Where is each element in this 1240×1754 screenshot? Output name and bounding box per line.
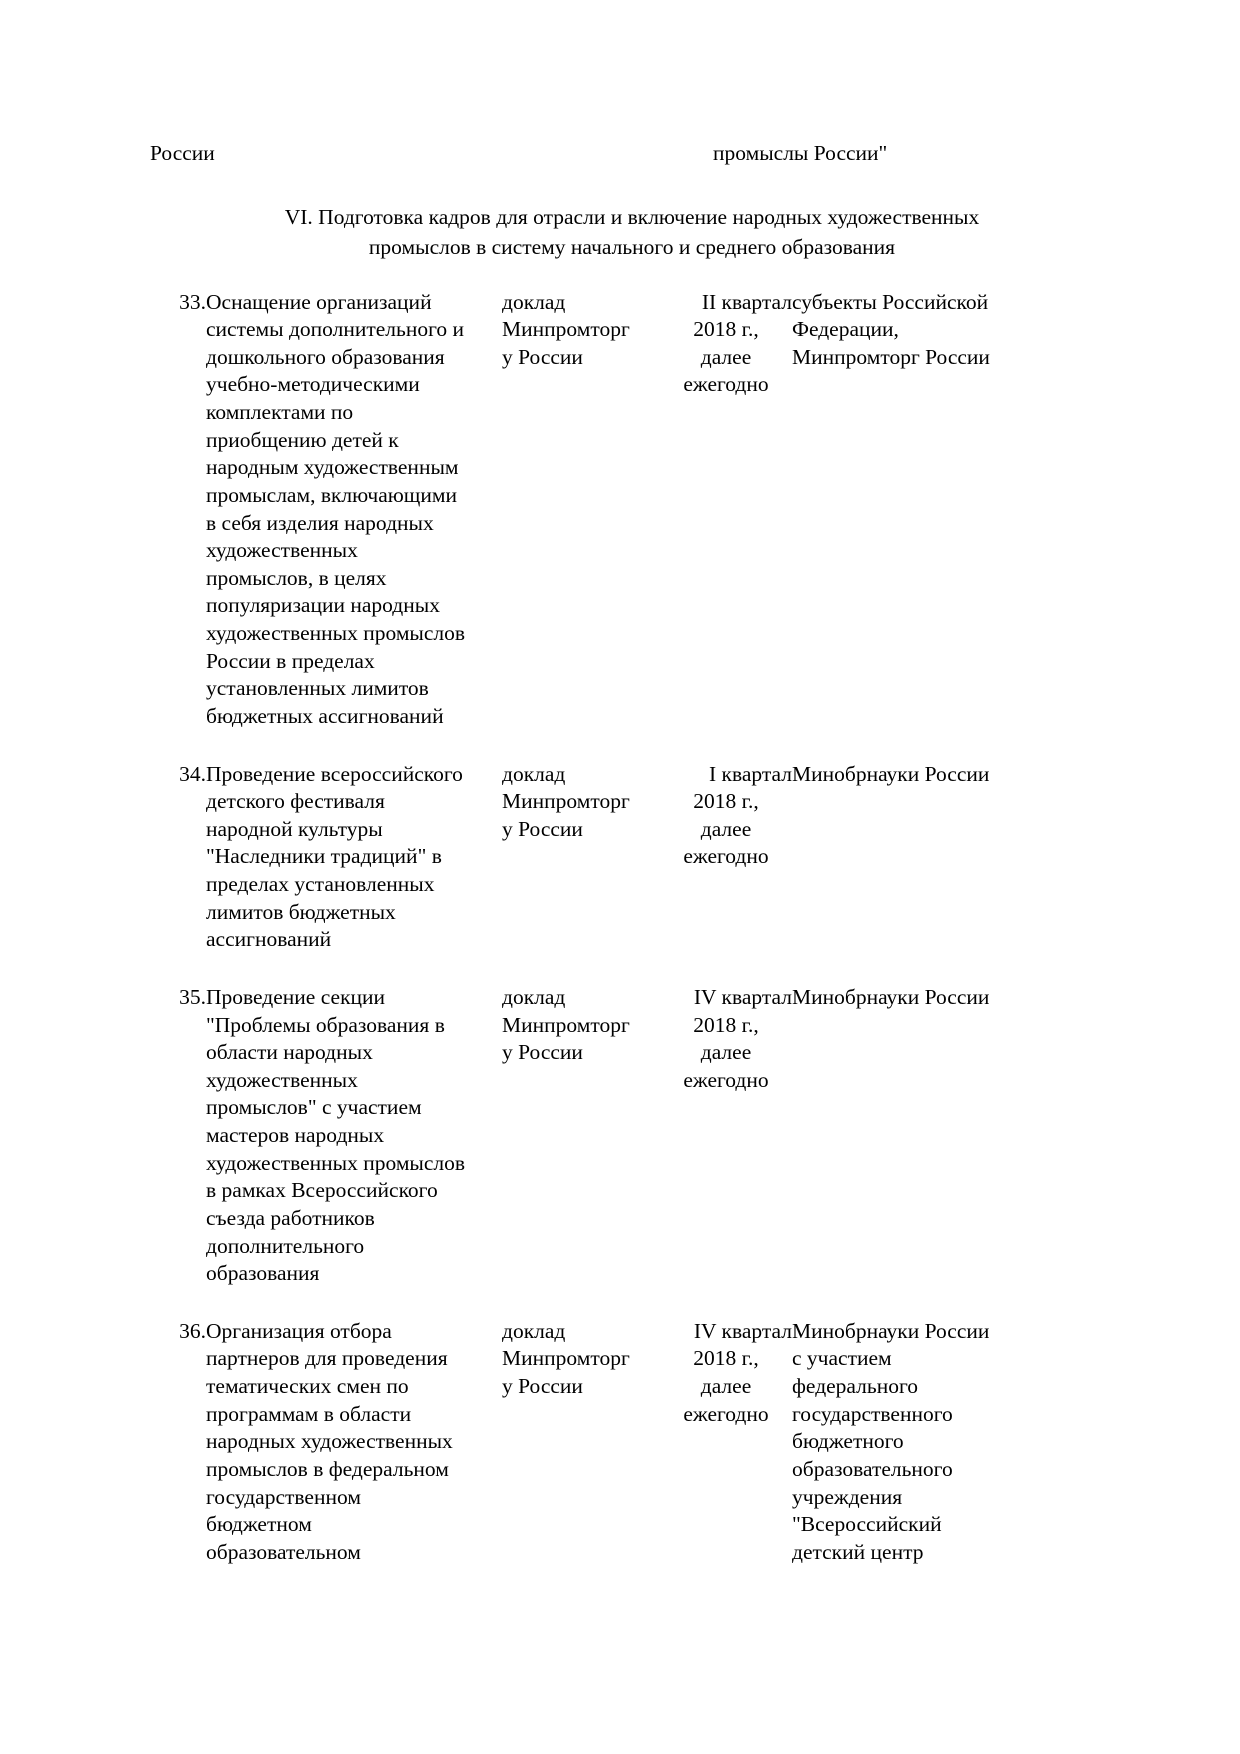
row-form-line: Минпромторг bbox=[502, 789, 630, 814]
row-executor-line: федерального bbox=[792, 1374, 918, 1399]
row-task-line: системы дополнительного и bbox=[206, 317, 464, 342]
row-term bbox=[660, 761, 792, 984]
row-task-line: партнеров для проведения bbox=[206, 1346, 448, 1371]
row-term-line: IV квартал bbox=[693, 984, 792, 1009]
row-term-line: ежегодно bbox=[683, 372, 769, 397]
row-executor-line: образовательного bbox=[792, 1456, 953, 1481]
row-executor bbox=[792, 289, 1090, 761]
action-plan-table bbox=[150, 289, 1090, 1597]
row-task bbox=[206, 761, 502, 984]
row-task-line: ассигнований bbox=[206, 927, 332, 952]
running-header bbox=[150, 140, 1090, 168]
row-form-line: у России bbox=[502, 344, 583, 369]
row-executor-line: бюджетного bbox=[792, 1429, 904, 1454]
row-term bbox=[660, 289, 792, 761]
row-form-line: Минпромторг bbox=[502, 1012, 630, 1037]
row-executor-line: Федерации, bbox=[792, 317, 899, 342]
row-form-line: у России bbox=[502, 1040, 583, 1065]
row-term-line: далее bbox=[700, 344, 752, 369]
row-term-line: 2018 г., bbox=[693, 317, 759, 342]
row-task-line: лимитов бюджетных bbox=[206, 899, 396, 924]
row-term-line: далее bbox=[700, 816, 752, 841]
row-task-line: образовательном bbox=[206, 1539, 361, 1564]
section-heading bbox=[150, 202, 1090, 263]
row-term-line: 2018 г., bbox=[693, 789, 759, 814]
row-executor-line: "Всероссийский bbox=[792, 1512, 942, 1537]
table-row bbox=[150, 289, 1090, 761]
row-form-line: у России bbox=[502, 816, 583, 841]
row-task-line: мастеров народных bbox=[206, 1123, 385, 1148]
row-task-line: тематических смен по bbox=[206, 1374, 409, 1399]
row-task-line: промыслов в федеральном bbox=[206, 1456, 449, 1481]
section-heading-line-2: промыслов в систему начального и среднего образования bbox=[368, 235, 896, 260]
row-executor bbox=[792, 1318, 1090, 1597]
row-task-line: промыслов, в целях bbox=[206, 565, 387, 590]
row-task-line: бюджетных ассигнований bbox=[206, 703, 444, 728]
row-term-line: ежегодно bbox=[683, 844, 769, 869]
row-task bbox=[206, 289, 502, 761]
row-task-line: образования bbox=[206, 1261, 320, 1286]
section-heading-line-1: VI. Подготовка кадров для отрасли и включение народных художественных bbox=[284, 204, 980, 229]
row-executor-line: учреждения bbox=[792, 1484, 903, 1509]
row-term-line: I квартал bbox=[709, 761, 792, 786]
row-executor-line: детский центр bbox=[792, 1539, 924, 1564]
row-task-line: Проведение секции bbox=[206, 984, 386, 1009]
row-form bbox=[502, 984, 660, 1318]
row-task-line: Организация отбора bbox=[206, 1318, 392, 1343]
row-task-line: области народных bbox=[206, 1040, 373, 1065]
table-row bbox=[150, 761, 1090, 984]
row-term-line: далее bbox=[700, 1374, 752, 1399]
row-task-line: художественных промыслов bbox=[206, 1150, 466, 1175]
row-task-line: популяризации народных bbox=[206, 593, 440, 618]
row-task-line: художественных bbox=[206, 1067, 358, 1092]
row-task-line: народным художественным bbox=[206, 455, 459, 480]
running-header-left: России bbox=[150, 141, 215, 165]
row-task-line: промыслов" с участием bbox=[206, 1095, 422, 1120]
running-header-right: промыслы России" bbox=[713, 141, 888, 165]
row-task-line: приобщению детей к bbox=[206, 427, 399, 452]
row-task-line: программам в области bbox=[206, 1401, 412, 1426]
row-number: 36. bbox=[179, 1318, 206, 1343]
row-task-line: художественных промыслов bbox=[206, 621, 466, 646]
row-task-line: Проведение всероссийского bbox=[206, 761, 463, 786]
row-task-line: "Проблемы образования в bbox=[206, 1012, 445, 1037]
row-executor-line: Минобрнауки России bbox=[792, 761, 990, 786]
row-term-line: 2018 г., bbox=[693, 1346, 759, 1371]
row-task-line: бюджетном bbox=[206, 1512, 312, 1537]
row-task-line: народной культуры bbox=[206, 816, 383, 841]
row-task-line: съезда работников bbox=[206, 1205, 375, 1230]
row-form-line: Минпромторг bbox=[502, 1346, 630, 1371]
row-number: 33. bbox=[179, 289, 206, 314]
row-task-line: учебно-методическими bbox=[206, 372, 420, 397]
row-form bbox=[502, 761, 660, 984]
row-form bbox=[502, 289, 660, 761]
row-task bbox=[206, 984, 502, 1318]
row-executor-line: с участием bbox=[792, 1346, 892, 1371]
row-number: 34. bbox=[179, 761, 206, 786]
row-executor-line: государственного bbox=[792, 1401, 953, 1426]
row-task-line: "Наследники традиций" в bbox=[206, 844, 442, 869]
row-executor-line: Минпромторг России bbox=[792, 344, 990, 369]
table-row bbox=[150, 1318, 1090, 1597]
row-task-line: народных художественных bbox=[206, 1429, 453, 1454]
row-term-line: ежегодно bbox=[683, 1401, 769, 1426]
row-form-line: у России bbox=[502, 1374, 583, 1399]
row-form bbox=[502, 1318, 660, 1597]
row-number: 35. bbox=[179, 984, 206, 1009]
row-task-line: установленных лимитов bbox=[206, 676, 429, 701]
row-task-line: Оснащение организаций bbox=[206, 289, 432, 314]
row-term-line: ежегодно bbox=[683, 1067, 769, 1092]
row-task-line: в рамках Всероссийского bbox=[206, 1178, 438, 1203]
row-form-line: доклад bbox=[502, 289, 566, 314]
row-task-line: государственном bbox=[206, 1484, 361, 1509]
row-form-line: Минпромторг bbox=[502, 317, 630, 342]
row-term bbox=[660, 1318, 792, 1597]
row-task-line: дополнительного bbox=[206, 1233, 365, 1258]
row-term-line: далее bbox=[700, 1040, 752, 1065]
row-form-line: доклад bbox=[502, 1318, 566, 1343]
row-executor bbox=[792, 761, 1090, 984]
row-executor-line: субъекты Российской bbox=[792, 289, 989, 314]
row-task-line: дошкольного образования bbox=[206, 344, 445, 369]
row-task-line: в себя изделия народных bbox=[206, 510, 434, 535]
row-form-line: доклад bbox=[502, 761, 566, 786]
row-term bbox=[660, 984, 792, 1318]
row-task-line: художественных bbox=[206, 538, 358, 563]
row-task-line: комплектами по bbox=[206, 400, 354, 425]
row-executor bbox=[792, 984, 1090, 1318]
action-plan-body bbox=[150, 289, 1090, 1597]
row-form-line: доклад bbox=[502, 984, 566, 1009]
row-task-line: детского фестиваля bbox=[206, 789, 385, 814]
table-row bbox=[150, 984, 1090, 1318]
row-executor-line: Минобрнауки России bbox=[792, 1318, 990, 1343]
row-task-line: России в пределах bbox=[206, 648, 375, 673]
row-task-line: промыслам, включающими bbox=[206, 482, 457, 507]
row-term-line: 2018 г., bbox=[693, 1012, 759, 1037]
row-executor-line: Минобрнауки России bbox=[792, 984, 990, 1009]
row-term-line: II квартал bbox=[701, 289, 792, 314]
row-term-line: IV квартал bbox=[693, 1318, 792, 1343]
row-task-line: пределах установленных bbox=[206, 872, 435, 897]
row-task bbox=[206, 1318, 502, 1597]
